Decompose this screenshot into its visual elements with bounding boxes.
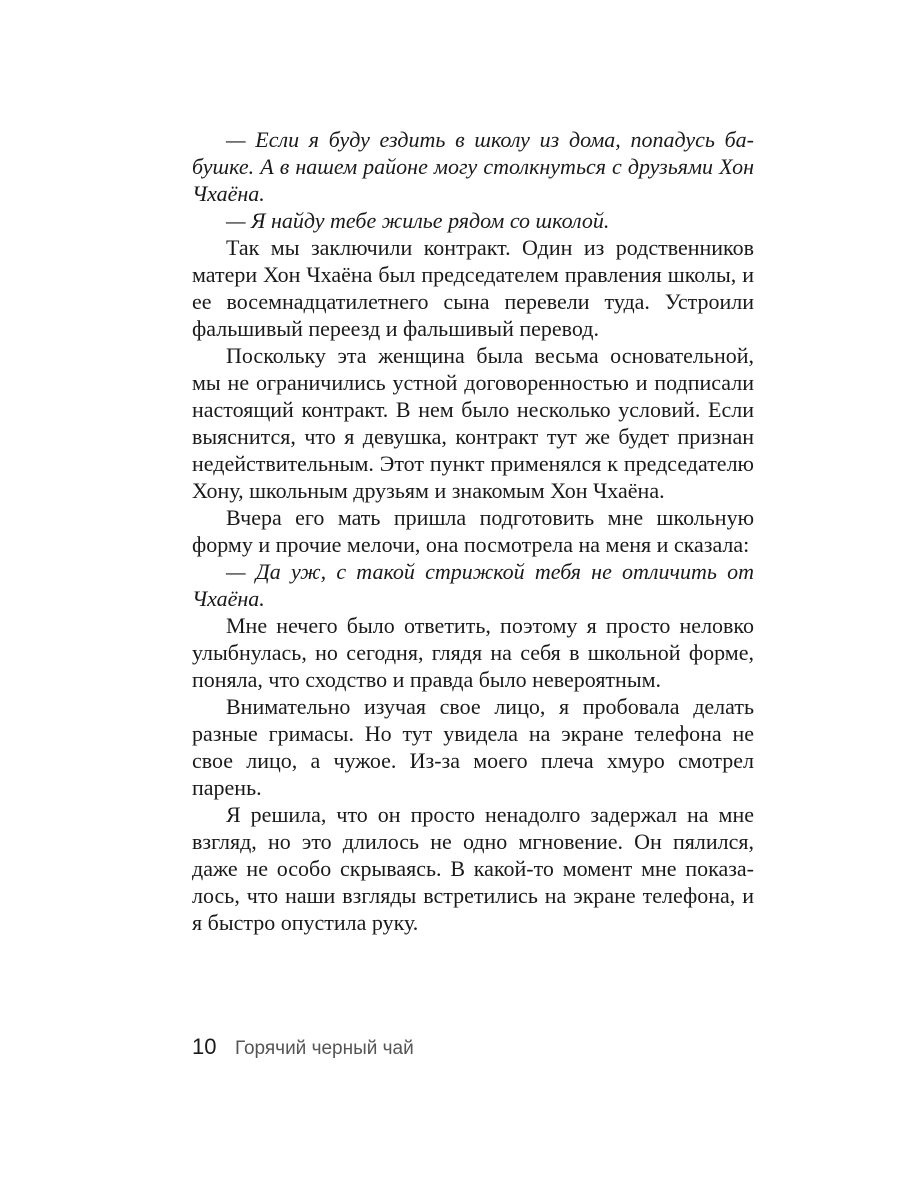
running-title: Горячий черный чай	[234, 1038, 414, 1059]
dialogue-paragraph: — Да уж, с такой стрижкой тебя не отличить от Чхаёна.	[192, 559, 754, 611]
body-paragraph: Я решила, что он просто ненадолго задержал на мне взгляд, но это длилось не одно мгновение. Он пялился, даже не особо скрываясь. В какой-то момент мне показалось, что наши взгляды встретились на экране телефона, и я быстро опустила руку.	[192, 802, 754, 935]
body-paragraph: Мне нечего было ответить, поэтому я просто неловко улыбнулась, но сегодня, глядя на себя в школьной форме, поняла, что сходство и правда было невероятным.	[192, 613, 754, 692]
book-page-body	[192, 126, 754, 936]
dialogue-paragraph: — Если я буду ездить в школу из дома, попадусь бабушке. А в нашем районе могу столкнуться с друзьями Хон Чхаёна.	[192, 127, 754, 206]
body-paragraph: Поскольку эта женщина была весьма основательной, мы не ограничились устной договоренностью и подписали настоящий контракт. В нем было несколько условий. Если выяснится, что я девушка, контракт тут же будет признан недействительным. Этот пункт применялся к председателю Хону, школьным друзьям и знакомым Хон Чхаёна.	[192, 343, 754, 503]
page-number: 10	[192, 1034, 217, 1059]
page-footer	[192, 1034, 414, 1060]
body-paragraph: Вчера его мать пришла подготовить мне школьную форму и прочие мелочи, она посмотрела на меня и сказала:	[192, 505, 754, 557]
dialogue-paragraph: — Я найду тебе жилье рядом со школой.	[226, 208, 610, 233]
body-paragraph: Внимательно изучая свое лицо, я пробовала делать разные гримасы. Но тут увидела на экране телефона не свое лицо, а чужое. Из-за моего плеча хмуро смотрел парень.	[192, 694, 754, 800]
body-paragraph: Так мы заключили контракт. Один из родственников матери Хон Чхаёна был председателем правления школы, и ее восемнадцатилетнего сына перевели туда. Устроили фальшивый переезд и фальшивый перевод.	[192, 235, 754, 341]
